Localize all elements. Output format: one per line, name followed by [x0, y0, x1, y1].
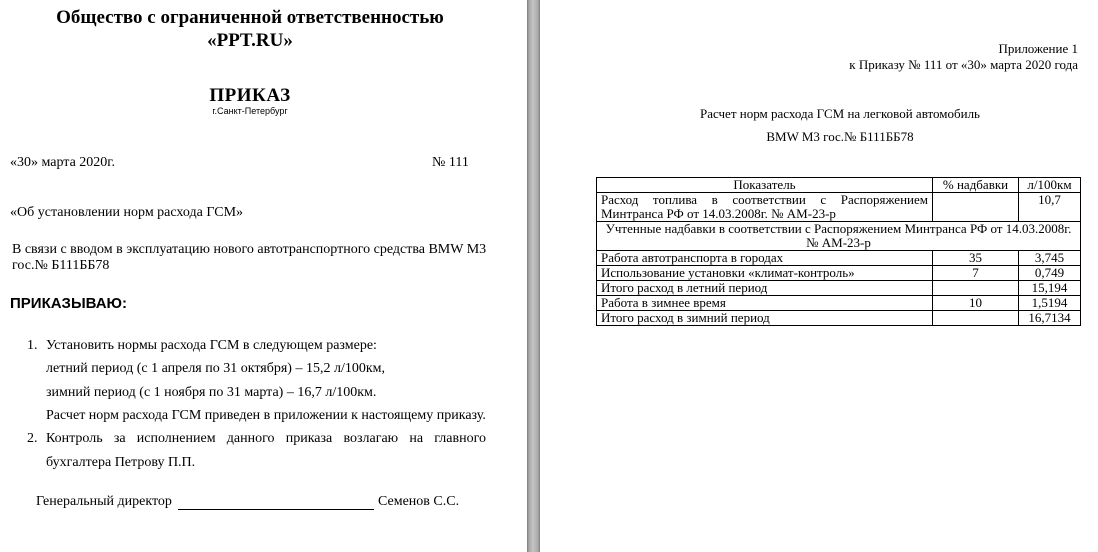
order-verb: ПРИКАЗЫВАЮ:	[10, 295, 128, 312]
calculation-title: Расчет норм расхода ГСМ на легковой автомобиль	[700, 106, 980, 121]
table-section-label: Учтенные надбавки в соответствии с Распоряжением Минтранса РФ от 14.03.2008г. № АМ-23-р	[597, 222, 1081, 251]
organization-name: Общество с ограниченной ответственностью	[56, 7, 444, 28]
order-title: ПРИКАЗ	[209, 85, 291, 106]
table-cell-label: Расход топлива в соответствии с Распоряжением Минтранса РФ от 14.03.2008г. № АМ-23-р	[597, 193, 933, 222]
order-page	[0, 0, 527, 552]
table-cell-value: 0,749	[1019, 266, 1081, 281]
table-cell-label: Работа в зимнее время	[597, 296, 933, 311]
table-cell-percent	[933, 281, 1019, 296]
signature-line	[178, 509, 374, 510]
norms-table	[596, 177, 1081, 326]
table-header-row	[597, 178, 1081, 193]
appendix-note: Расчет норм расхода ГСМ приведен в приложении к настоящему приказу.	[46, 408, 486, 423]
table-row	[597, 296, 1081, 311]
winter-norm: зимний период (с 1 ноября по 31 марта) – 16,7 л/100км.	[46, 385, 377, 400]
table-row	[597, 281, 1081, 296]
order-number: № 111	[432, 155, 469, 170]
table-row	[597, 193, 1081, 222]
order-subject: «Об установлении норм расхода ГСМ»	[10, 205, 244, 220]
table-cell-value: 16,7134	[1019, 311, 1081, 326]
appendix-page	[540, 0, 1098, 552]
summer-norm: летний период (с 1 апреля по 31 октября) – 15,2 л/100км,	[46, 361, 385, 376]
car-model: BMW M3 гос.№ Б111ББ78	[766, 129, 914, 144]
table-cell-percent	[933, 311, 1019, 326]
signature-title: Генеральный директор	[36, 494, 172, 509]
table-section-row	[597, 222, 1081, 251]
table-cell-percent: 35	[933, 251, 1019, 266]
item-number: 2.	[27, 431, 38, 446]
table-row	[597, 266, 1081, 281]
item-text: Контроль за исполнением данного приказа возлагаю на главного	[46, 431, 486, 446]
item-text: Установить нормы расхода ГСМ в следующем размере:	[46, 338, 377, 353]
order-city: г.Санкт-Петербург	[212, 106, 288, 116]
table-cell-value: 10,7	[1019, 193, 1081, 222]
table-cell-label: Итого расход в летний период	[597, 281, 933, 296]
table-cell-value: 3,745	[1019, 251, 1081, 266]
appendix-reference: к Приказу № 111 от «30» марта 2020 года	[849, 57, 1078, 72]
table-row	[597, 251, 1081, 266]
signature-name: Семенов С.С.	[378, 494, 460, 509]
table-cell-percent: 10	[933, 296, 1019, 311]
preamble-line: В связи с вводом в эксплуатацию нового автотранспортного средства BMW M3	[12, 242, 487, 257]
table-cell-label: Работа автотранспорта в городах	[597, 251, 933, 266]
column-header: л/100км	[1019, 178, 1081, 193]
table-row	[597, 311, 1081, 326]
page-gutter	[527, 0, 540, 552]
table-cell-percent	[933, 193, 1019, 222]
item-text: бухгалтера Петрову П.П.	[46, 455, 196, 470]
preamble-line: гос.№ Б111ББ78	[12, 258, 110, 273]
item-number: 1.	[27, 338, 38, 353]
column-header: % надбавки	[933, 178, 1019, 193]
order-date: «30» марта 2020г.	[10, 155, 115, 170]
appendix-title: Приложение 1	[998, 41, 1078, 56]
table-cell-percent: 7	[933, 266, 1019, 281]
table-cell-label: Использование установки «климат-контроль»	[597, 266, 933, 281]
table-cell-value: 1,5194	[1019, 296, 1081, 311]
table-cell-value: 15,194	[1019, 281, 1081, 296]
column-header: Показатель	[597, 178, 933, 193]
table-cell-label: Итого расход в зимний период	[597, 311, 933, 326]
organization-brand: «PPT.RU»	[207, 30, 293, 51]
